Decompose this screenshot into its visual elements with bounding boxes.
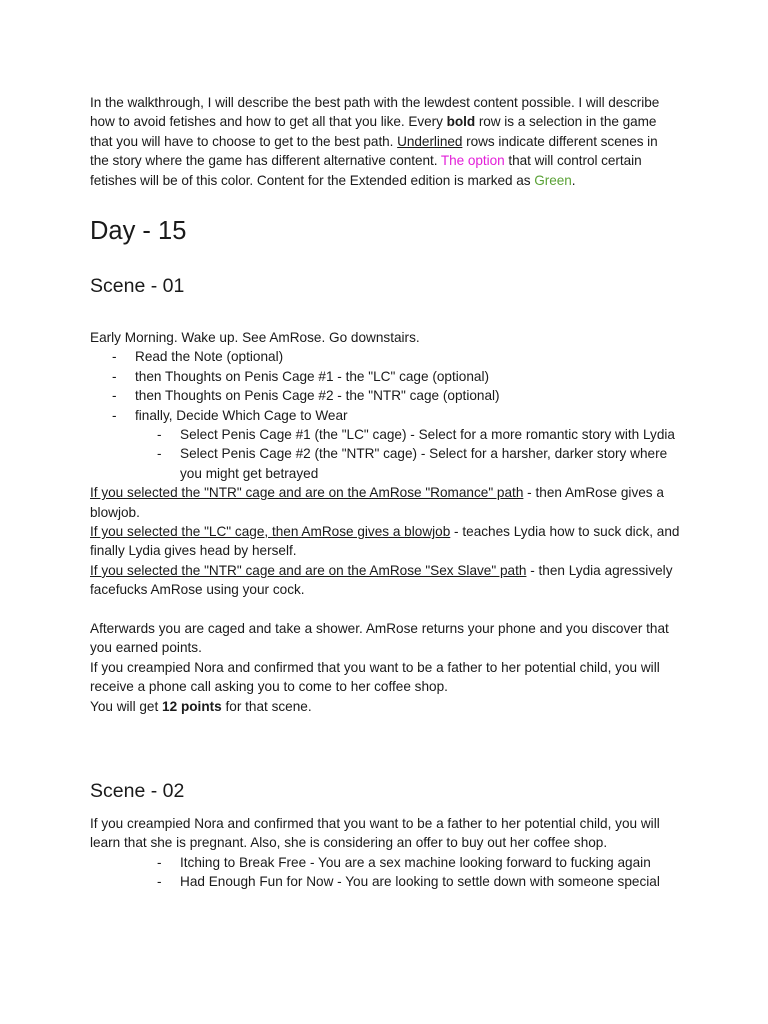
scene-01-intro: Early Morning. Wake up. See AmRose. Go downstairs.: [90, 330, 420, 345]
dash-bullet: -: [112, 388, 117, 404]
intro-text: rows indicate different scenes in the story where the game has different alternative content.: [90, 133, 658, 169]
dash-bullet: -: [157, 427, 162, 443]
document-page: [90, 93, 680, 890]
points-text: for that scene.: [221, 698, 312, 714]
dash-bullet: -: [112, 368, 117, 384]
list-item: [90, 386, 685, 405]
dash-bullet: -: [112, 349, 117, 365]
list-item-text: then Thoughts on Penis Cage #2 - the "NTR" cage (optional): [135, 388, 500, 404]
scene-02-body: [90, 814, 685, 892]
points-paragraph: [90, 697, 685, 716]
intro-text: .: [571, 172, 576, 188]
alt-scene-condition: If you selected the "LC" cage, then AmRose gives a blowjob: [90, 524, 451, 540]
alt-content-1: [90, 483, 685, 522]
list-item-text: then Thoughts on Penis Cage #1 - the "LC" cage (optional): [135, 368, 490, 384]
sub-list-item: [90, 872, 685, 891]
alt-scene-text: - then AmRose gives a blowjob.: [90, 485, 664, 520]
alt-scene-condition: If you selected the "NTR" cage and are on the AmRose "Sex Slave" path: [90, 562, 527, 578]
scene-02-heading: Scene - 02: [90, 780, 185, 802]
option-color-example: The option: [440, 153, 505, 169]
scene-01-heading: Scene - 01: [90, 275, 185, 297]
phone-call-paragraph: If you creampied Nora and confirmed that you want to be a father to her potential child, you will receive a phone call asking you to come to her coffee shop.: [90, 659, 660, 695]
underlined-example: Underlined: [397, 133, 463, 149]
sub-list-item-text: Select Penis Cage #2 (the "NTR" cage) - Select for a harsher, darker story where you might get betrayed: [180, 446, 668, 481]
day-heading: Day - 15: [90, 217, 187, 245]
list-item-text: finally, Decide Which Cage to Wear: [135, 407, 348, 423]
sub-list-item: [90, 425, 685, 444]
dash-bullet: -: [157, 854, 162, 870]
list-item: [90, 367, 685, 386]
scene-01-body: [90, 328, 685, 716]
scene-02-intro: If you creampied Nora and confirmed that you want to be a father to her potential child, you will learn that she is pregnant. Also, she is considering an offer to buy out her coffee shop.: [90, 816, 660, 851]
dash-bullet: -: [157, 446, 162, 462]
sub-list-item-text: Had Enough Fun for Now - You are looking to settle down with someone special: [180, 874, 660, 890]
alt-scene-condition: If you selected the "NTR" cage and are on the AmRose "Romance" path: [90, 485, 524, 501]
intro-text: that will control certain fetishes will be of this color. Content for the Extended edition is marked as: [90, 153, 642, 188]
points-value: 12 points: [162, 698, 222, 714]
sub-list-item: [90, 444, 685, 483]
points-text: You will get: [90, 698, 163, 714]
alt-scene-text: - then Lydia agressively facefucks AmRose using your cock.: [90, 562, 673, 598]
dash-bullet: -: [157, 874, 162, 890]
spacer: [90, 600, 685, 619]
alt-content-3: [90, 561, 685, 600]
alt-scene-text: - teaches Lydia how to suck dick, and finally Lydia gives head by herself.: [90, 524, 680, 559]
afterwards-paragraph: Afterwards you are caged and take a shower. AmRose returns your phone and you discover that you earned points.: [90, 621, 669, 656]
intro-paragraph: [90, 93, 680, 190]
sub-list-item-text: Select Penis Cage #1 (the "LC" cage) - Select for a more romantic story with Lydia: [180, 427, 675, 443]
dash-bullet: -: [112, 407, 117, 423]
sub-list-item-text: Itching to Break Free - You are a sex machine looking forward to fucking again: [180, 854, 651, 870]
intro-text: In the walkthrough, I will describe the best path with the lewdest content possible. I will describe how to avoid fetishes and how to get all that you like. Every: [90, 95, 660, 130]
alt-content-2: [90, 522, 685, 561]
sub-list-item: [90, 853, 685, 872]
bold-example: bold: [446, 114, 476, 130]
list-item: [90, 347, 685, 366]
list-item: [90, 406, 685, 425]
intro-text: row is a selection in the game that you will have to choose to get to the best path.: [90, 114, 657, 149]
green-example: Green: [534, 172, 572, 188]
list-item-text: Read the Note (optional): [135, 349, 284, 365]
